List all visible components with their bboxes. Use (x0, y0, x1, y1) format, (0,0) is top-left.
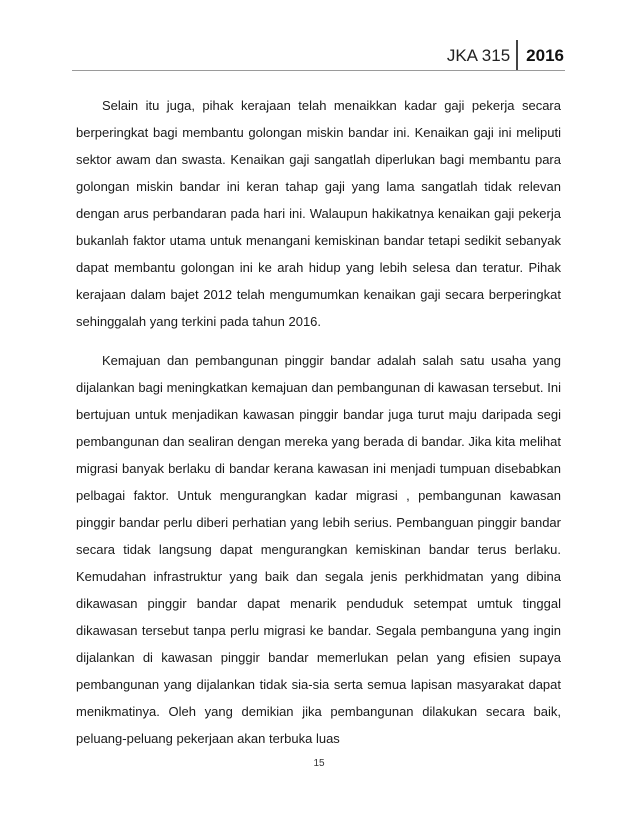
body-text (76, 92, 561, 764)
page-header (447, 34, 564, 70)
header-course-code: JKA 315 (446, 46, 511, 65)
paragraph: Selain itu juga, pihak kerajaan telah menaikkan kadar gaji pekerja secara berperingkat bagi membantu golongan miskin bandar ini. Kenaikan gaji ini meliputi sektor awam dan swasta. Kenaikan gaji sangatlah diperlukan bagi membantu para golongan miskin bandar ini keran tahap gaji yang lama sangatlah tidak relevan dengan arus perbandaran pada hari ini. Walaupun hakikatnya kenaikan gaji pekerja bukanlah faktor utama untuk menangani kemiskinan bandar tetapi sedikit sebanyak dapat membantu golongan ini ke arah hidup yang lebih selesa dan teratur. Pihak kerajaan dalam bajet 2012 telah mengumumkan kenaikan gaji secara berperingkat sehinggalah yang terkini pada tahun 2016. (76, 98, 561, 329)
header-year: 2016 (516, 40, 564, 70)
header-rule (72, 70, 565, 71)
page-number: 15 (313, 758, 325, 769)
paragraph: Kemajuan dan pembangunan pinggir bandar adalah salah satu usaha yang dijalankan bagi meningkatkan kemajuan dan pembangunan di kawasan tersebut. Ini bertujuan untuk menjadikan kawasan pinggir bandar juga turut maju daripada segi pembangunan dan sealiran dengan mereka yang berada di bandar. Jika kita melihat migrasi banyak berlaku di bandar kerana kawasan ini menjadi tumpuan disebabkan pelbagai faktor. Untuk mengurangkan kadar migrasi , pembangunan kawasan pinggir bandar perlu diberi perhatian yang lebih serius. Pembanguan pinggir bandar secara tidak langsung dapat mengurangkan kemiskinan bandar terus berlaku. Kemudahan infrastruktur yang baik dan segala jenis perkhidmatan yang dibina dikawasan pinggir bandar dapat menarik penduduk setempat umtuk tinggal dikawasan tersebut tanpa perlu migrasi ke bandar. Segala pembanguna yang ingin dijalankan di kawasan pinggir bandar memerlukan pelan yang efisien supaya pembangunan yang dijalankan tidak sia-sia serta semua lapisan masyarakat dapat menikmatinya. Oleh yang demikian jika pembangunan dilakukan secara baik, peluang-peluang pekerjaan akan terbuka luas (76, 353, 561, 746)
